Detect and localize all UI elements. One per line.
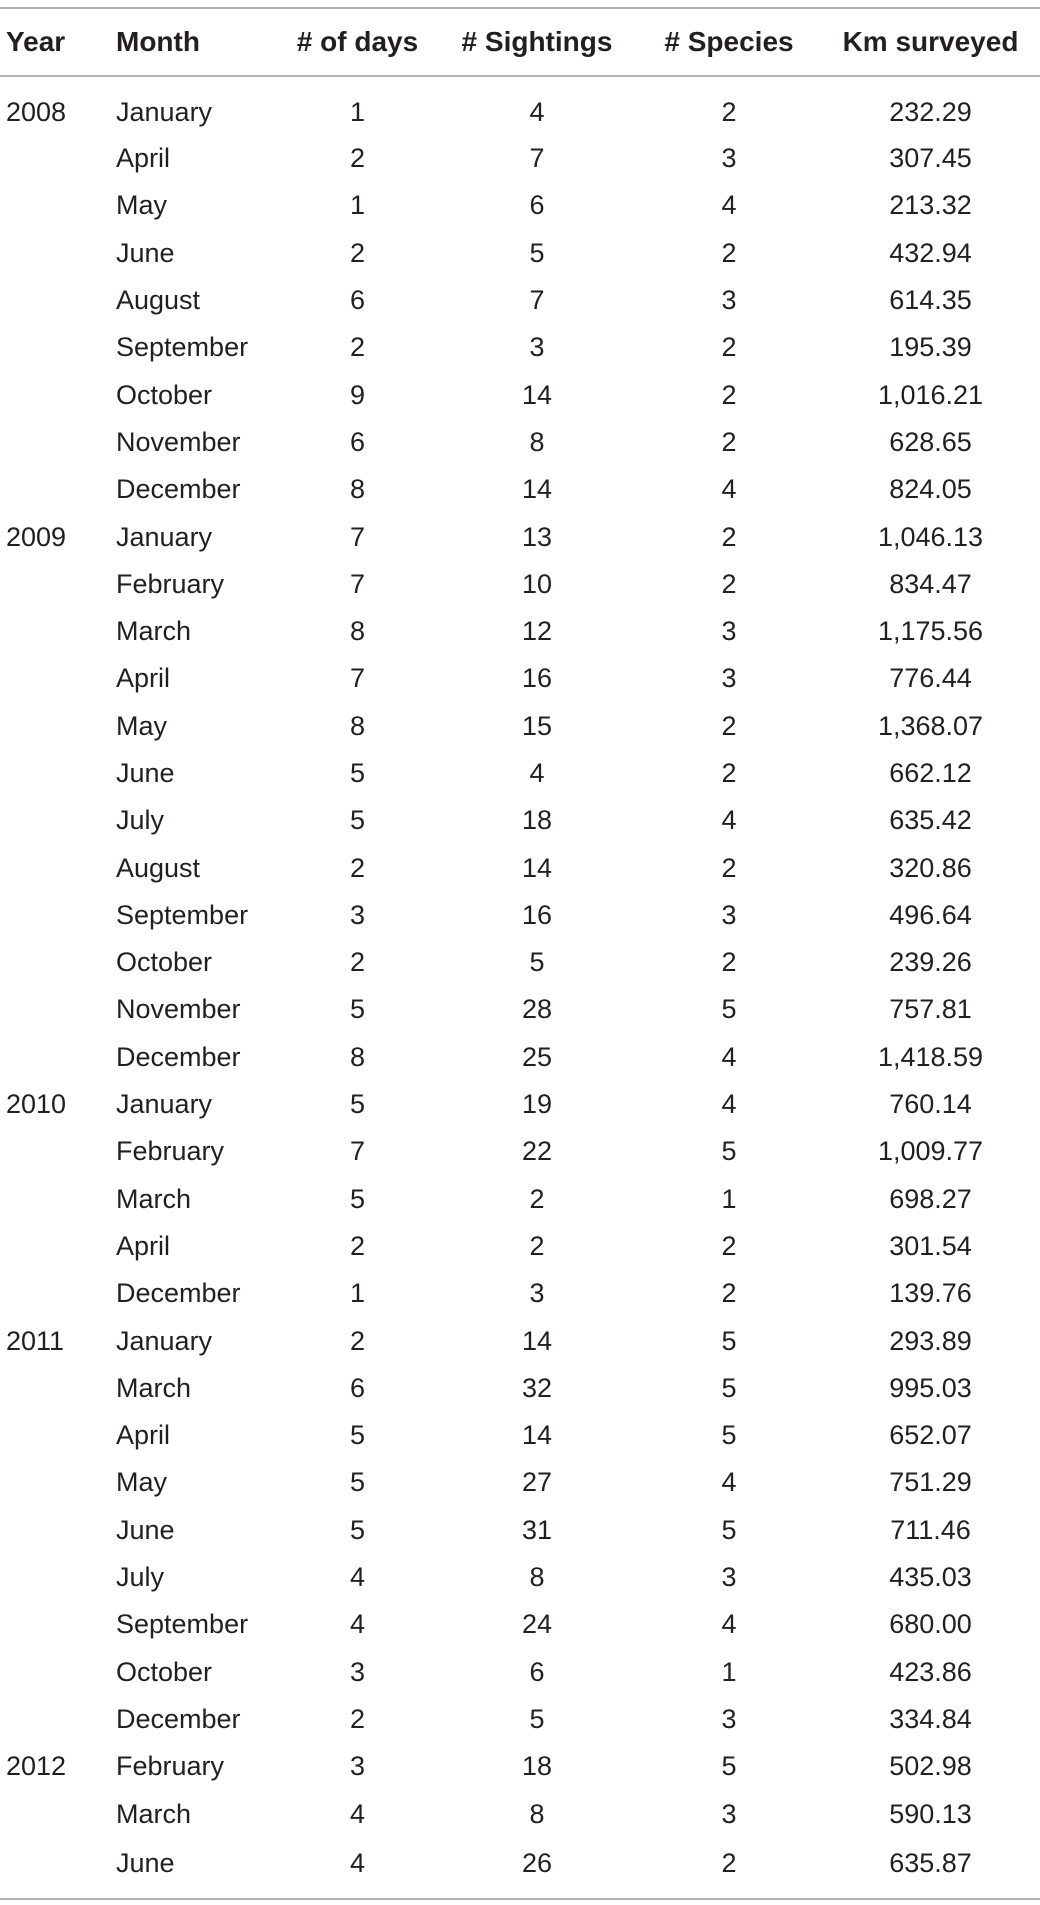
cell-year	[0, 419, 116, 466]
cell-species: 4	[721, 474, 737, 505]
cell-days: 1	[349, 190, 366, 221]
cell-days: 7	[349, 521, 366, 552]
table-row	[0, 892, 1040, 939]
cell-km-surveyed: 652.07	[889, 1420, 972, 1451]
cell-month: May	[116, 190, 168, 221]
cell-month: December	[116, 1278, 241, 1309]
cell-km-surveyed: 760.14	[889, 1089, 972, 1120]
table-row	[0, 1081, 1040, 1128]
cell-sightings: 16	[521, 899, 553, 930]
cell-year	[0, 277, 116, 324]
cell-sightings: 14	[521, 1420, 553, 1451]
cell-km-surveyed: 435.03	[889, 1562, 972, 1593]
cell-year: 2009	[6, 521, 67, 552]
cell-month: October	[116, 1656, 213, 1687]
cell-year	[0, 655, 116, 702]
table-row	[0, 1507, 1040, 1554]
cell-month: October	[116, 379, 213, 410]
cell-km-surveyed: 614.35	[889, 285, 972, 316]
table-row	[0, 1223, 1040, 1270]
cell-year	[0, 182, 116, 229]
table-row	[0, 371, 1040, 418]
cell-year	[0, 703, 116, 750]
cell-species: 2	[721, 710, 737, 741]
cell-sightings: 7	[529, 285, 545, 316]
cell-km-surveyed: 995.03	[889, 1372, 972, 1403]
cell-sightings: 5	[529, 237, 545, 268]
cell-km-surveyed: 423.86	[889, 1656, 972, 1687]
table-row	[0, 1365, 1040, 1412]
cell-km-surveyed: 834.47	[889, 568, 972, 599]
cell-species: 1	[721, 1183, 737, 1214]
cell-species: 3	[721, 143, 737, 174]
cell-sightings: 15	[521, 710, 553, 741]
cell-month: September	[116, 899, 249, 930]
cell-species: 2	[721, 1230, 737, 1261]
cell-days: 6	[349, 285, 366, 316]
cell-species: 2	[721, 332, 737, 363]
cell-km-surveyed: 307.45	[889, 143, 972, 174]
cell-species: 3	[721, 1798, 737, 1829]
cell-month: February	[116, 568, 225, 599]
cell-sightings: 14	[521, 379, 553, 410]
column-header-species: # Species	[664, 26, 794, 57]
cell-sightings: 4	[529, 758, 545, 788]
table-row	[0, 1459, 1040, 1506]
cell-month: September	[116, 1609, 249, 1640]
column-header-sightings: # Sightings	[461, 26, 613, 57]
cell-year: 2008	[6, 96, 67, 127]
cell-sightings: 5	[529, 1703, 545, 1734]
cell-km-surveyed: 1,046.13	[877, 521, 984, 552]
cell-year	[0, 750, 116, 797]
cell-month: November	[116, 994, 241, 1025]
cell-month: December	[116, 474, 241, 505]
cell-km-surveyed: 751.29	[889, 1467, 972, 1498]
cell-km-surveyed: 628.65	[889, 426, 972, 457]
cell-month: April	[116, 663, 171, 694]
cell-km-surveyed: 776.44	[889, 663, 972, 694]
table-row	[0, 1743, 1040, 1790]
table-row	[0, 1034, 1040, 1081]
cell-days: 9	[349, 379, 366, 410]
cell-days: 5	[349, 1514, 366, 1545]
cell-sightings: 12	[521, 616, 553, 647]
cell-species: 3	[721, 1703, 737, 1734]
cell-month: April	[116, 143, 171, 174]
cell-sightings: 32	[521, 1372, 553, 1403]
cell-sightings: 19	[521, 1089, 553, 1120]
cell-km-surveyed: 232.29	[889, 96, 972, 127]
cell-species: 2	[721, 426, 737, 457]
cell-days: 1	[349, 1278, 366, 1309]
table-row	[0, 1790, 1040, 1837]
cell-km-surveyed: 139.76	[889, 1278, 972, 1309]
cell-days: 7	[349, 1136, 366, 1167]
table-row	[0, 703, 1040, 750]
cell-year	[0, 1507, 116, 1554]
table-row	[0, 419, 1040, 466]
cell-days: 4	[349, 1848, 366, 1879]
cell-month: August	[116, 852, 201, 883]
cell-year	[0, 1034, 116, 1081]
cell-year	[0, 844, 116, 891]
cell-sightings: 14	[521, 1325, 553, 1356]
cell-year	[0, 135, 116, 182]
cell-species: 4	[721, 1609, 737, 1640]
cell-month: July	[116, 1562, 165, 1593]
cell-days: 7	[349, 568, 366, 599]
cell-year	[0, 230, 116, 277]
cell-month: March	[116, 616, 192, 647]
cell-days: 2	[349, 1230, 366, 1261]
table-header	[0, 8, 1040, 76]
cell-sightings: 26	[521, 1848, 553, 1879]
cell-days: 7	[349, 663, 366, 694]
cell-days: 6	[349, 426, 366, 457]
cell-species: 3	[721, 1562, 737, 1593]
cell-km-surveyed: 320.86	[889, 852, 972, 883]
cell-sightings: 3	[529, 332, 545, 363]
cell-month: January	[116, 1089, 213, 1120]
cell-year	[0, 1696, 116, 1743]
cell-sightings: 2	[529, 1183, 545, 1214]
cell-year	[0, 608, 116, 655]
cell-days: 6	[349, 1372, 366, 1403]
cell-species: 4	[721, 190, 737, 221]
cell-year	[0, 797, 116, 844]
cell-days: 4	[349, 1609, 366, 1640]
cell-species: 3	[721, 616, 737, 647]
table-row	[0, 939, 1040, 986]
cell-year	[0, 1128, 116, 1175]
cell-year: 2011	[6, 1325, 65, 1356]
table-row	[0, 844, 1040, 891]
table-row	[0, 230, 1040, 277]
cell-month: December	[116, 1703, 241, 1734]
cell-species: 5	[721, 1751, 737, 1782]
cell-year	[0, 371, 116, 418]
cell-species: 2	[721, 1848, 737, 1879]
cell-year: 2010	[6, 1089, 67, 1120]
cell-days: 2	[349, 947, 366, 978]
cell-days: 5	[349, 1089, 366, 1120]
cell-month: May	[116, 1467, 168, 1498]
cell-month: June	[116, 758, 175, 788]
cell-sightings: 24	[521, 1609, 553, 1640]
header-row	[0, 8, 1040, 76]
cell-month: March	[116, 1372, 192, 1403]
cell-km-surveyed: 698.27	[889, 1183, 972, 1214]
table-row	[0, 1412, 1040, 1459]
cell-km-surveyed: 213.32	[889, 190, 972, 221]
column-header-days: # of days	[296, 26, 419, 57]
table-row	[0, 466, 1040, 513]
table-row	[0, 1176, 1040, 1223]
cell-year	[0, 892, 116, 939]
cell-km-surveyed: 757.81	[889, 994, 972, 1025]
cell-days: 5	[349, 805, 366, 836]
table-row	[0, 135, 1040, 182]
cell-days: 2	[349, 1703, 366, 1734]
cell-month: March	[116, 1798, 192, 1829]
cell-km-surveyed: 1,368.07	[877, 710, 984, 741]
cell-year	[0, 324, 116, 371]
cell-km-surveyed: 590.13	[889, 1798, 972, 1829]
cell-km-surveyed: 334.84	[889, 1703, 972, 1734]
cell-km-surveyed: 1,418.59	[877, 1041, 984, 1072]
table-row	[0, 1270, 1040, 1317]
cell-month: December	[116, 1041, 241, 1072]
table-body	[0, 76, 1040, 1898]
cell-year	[0, 986, 116, 1033]
cell-km-surveyed: 301.54	[889, 1230, 972, 1261]
cell-month: May	[116, 710, 168, 741]
cell-year	[0, 1459, 116, 1506]
cell-days: 8	[349, 474, 366, 505]
cell-sightings: 31	[521, 1514, 553, 1545]
cell-days: 5	[349, 1420, 366, 1451]
cell-species: 5	[721, 994, 737, 1025]
cell-sightings: 8	[529, 1562, 545, 1593]
cell-sightings: 16	[521, 663, 553, 694]
cell-month: January	[116, 96, 213, 127]
cell-days: 3	[349, 899, 366, 930]
cell-days: 3	[349, 1656, 366, 1687]
cell-days: 5	[349, 758, 366, 788]
cell-month: March	[116, 1183, 192, 1214]
cell-days: 2	[349, 852, 366, 883]
cell-month: August	[116, 285, 201, 316]
cell-month: January	[116, 521, 213, 552]
cell-km-surveyed: 635.87	[889, 1848, 972, 1879]
cell-year	[0, 561, 116, 608]
cell-sightings: 8	[529, 426, 545, 457]
cell-km-surveyed: 239.26	[889, 947, 972, 978]
cell-year	[0, 1223, 116, 1270]
cell-species: 5	[721, 1325, 737, 1356]
cell-sightings: 18	[521, 1751, 553, 1782]
cell-month: June	[116, 237, 175, 268]
cell-species: 3	[721, 285, 737, 316]
cell-species: 3	[721, 663, 737, 694]
survey-effort-table	[0, 7, 1040, 1898]
cell-year: 2012	[6, 1751, 67, 1782]
cell-days: 1	[349, 96, 366, 127]
cell-km-surveyed: 1,175.56	[877, 616, 984, 647]
cell-days: 2	[349, 1325, 366, 1356]
cell-month: February	[116, 1751, 225, 1782]
cell-month: September	[116, 332, 249, 363]
cell-days: 3	[349, 1751, 366, 1782]
table-row	[0, 986, 1040, 1033]
cell-species: 2	[721, 852, 737, 883]
cell-sightings: 18	[521, 805, 553, 836]
table-row	[0, 76, 1040, 135]
cell-year	[0, 466, 116, 513]
table-row	[0, 1838, 1040, 1898]
cell-year	[0, 1270, 116, 1317]
cell-month: January	[116, 1325, 213, 1356]
cell-km-surveyed: 195.39	[889, 332, 972, 363]
cell-days: 2	[349, 237, 366, 268]
cell-sightings: 13	[521, 521, 553, 552]
table-bottom-rule	[0, 1898, 1040, 1900]
cell-species: 4	[721, 1041, 737, 1072]
cell-days: 5	[349, 1183, 366, 1214]
cell-month: June	[116, 1514, 175, 1545]
cell-sightings: 6	[529, 190, 545, 221]
cell-sightings: 28	[521, 994, 553, 1025]
column-header-km-surveyed: Km surveyed	[842, 26, 1019, 57]
cell-days: 8	[349, 1041, 366, 1072]
cell-year	[0, 1601, 116, 1648]
table-row	[0, 1317, 1040, 1364]
cell-species: 4	[721, 805, 737, 836]
table-row	[0, 277, 1040, 324]
cell-km-surveyed: 1,009.77	[877, 1136, 984, 1167]
cell-km-surveyed: 293.89	[889, 1325, 972, 1356]
cell-days: 5	[349, 994, 366, 1025]
cell-year	[0, 1649, 116, 1696]
cell-days: 4	[349, 1798, 366, 1829]
cell-km-surveyed: 662.12	[889, 758, 972, 788]
cell-month: June	[116, 1848, 175, 1879]
cell-species: 2	[721, 96, 737, 127]
cell-species: 4	[721, 1089, 737, 1120]
cell-km-surveyed: 635.42	[889, 805, 972, 836]
table-row	[0, 797, 1040, 844]
cell-species: 2	[721, 379, 737, 410]
cell-month: July	[116, 805, 165, 836]
column-header-month: Month	[116, 26, 200, 57]
table-row	[0, 561, 1040, 608]
cell-km-surveyed: 711.46	[890, 1514, 971, 1545]
cell-year	[0, 1412, 116, 1459]
cell-month: April	[116, 1230, 171, 1261]
cell-species: 3	[721, 899, 737, 930]
cell-sightings: 22	[521, 1136, 553, 1167]
cell-year	[0, 1838, 116, 1898]
cell-days: 4	[349, 1562, 366, 1593]
column-header-year: Year	[6, 26, 66, 57]
cell-sightings: 8	[529, 1798, 545, 1829]
cell-species: 2	[721, 568, 737, 599]
cell-species: 5	[721, 1420, 737, 1451]
cell-km-surveyed: 432.94	[889, 237, 972, 268]
cell-sightings: 14	[521, 474, 553, 505]
cell-year	[0, 939, 116, 986]
cell-sightings: 4	[529, 96, 545, 127]
cell-species: 5	[721, 1372, 737, 1403]
cell-km-surveyed: 502.98	[889, 1751, 972, 1782]
cell-days: 2	[349, 143, 366, 174]
cell-species: 2	[721, 237, 737, 268]
cell-km-surveyed: 824.05	[889, 474, 972, 505]
cell-sightings: 25	[521, 1041, 553, 1072]
cell-sightings: 7	[529, 143, 545, 174]
cell-year	[0, 1176, 116, 1223]
cell-species: 4	[721, 1467, 737, 1498]
cell-days: 8	[349, 710, 366, 741]
table-row	[0, 608, 1040, 655]
cell-days: 2	[349, 332, 366, 363]
cell-sightings: 27	[521, 1467, 553, 1498]
cell-species: 2	[721, 1278, 737, 1309]
cell-species: 5	[721, 1136, 737, 1167]
cell-year	[0, 1365, 116, 1412]
cell-year	[0, 1790, 116, 1837]
cell-month: April	[116, 1420, 171, 1451]
cell-sightings: 10	[521, 568, 553, 599]
table-row	[0, 1128, 1040, 1175]
table-row	[0, 182, 1040, 229]
cell-species: 5	[721, 1514, 737, 1545]
cell-km-surveyed: 496.64	[889, 899, 972, 930]
cell-km-surveyed: 1,016.21	[877, 379, 984, 410]
cell-species: 2	[721, 947, 737, 978]
cell-sightings: 6	[529, 1656, 545, 1687]
table-row	[0, 1554, 1040, 1601]
cell-sightings: 5	[529, 947, 545, 978]
cell-month: February	[116, 1136, 225, 1167]
table-row	[0, 655, 1040, 702]
cell-month: November	[116, 426, 241, 457]
cell-species: 1	[721, 1656, 737, 1687]
cell-month: October	[116, 947, 213, 978]
cell-sightings: 2	[529, 1230, 545, 1261]
table-row	[0, 750, 1040, 797]
cell-km-surveyed: 680.00	[889, 1609, 972, 1640]
cell-days: 8	[349, 616, 366, 647]
cell-species: 2	[721, 521, 737, 552]
table-row	[0, 1649, 1040, 1696]
table-row	[0, 324, 1040, 371]
cell-sightings: 14	[521, 852, 553, 883]
cell-sightings: 3	[529, 1278, 545, 1309]
cell-species: 2	[721, 758, 737, 788]
table-row	[0, 1696, 1040, 1743]
table-row	[0, 1601, 1040, 1648]
cell-year	[0, 1554, 116, 1601]
table-row	[0, 513, 1040, 560]
cell-days: 5	[349, 1467, 366, 1498]
